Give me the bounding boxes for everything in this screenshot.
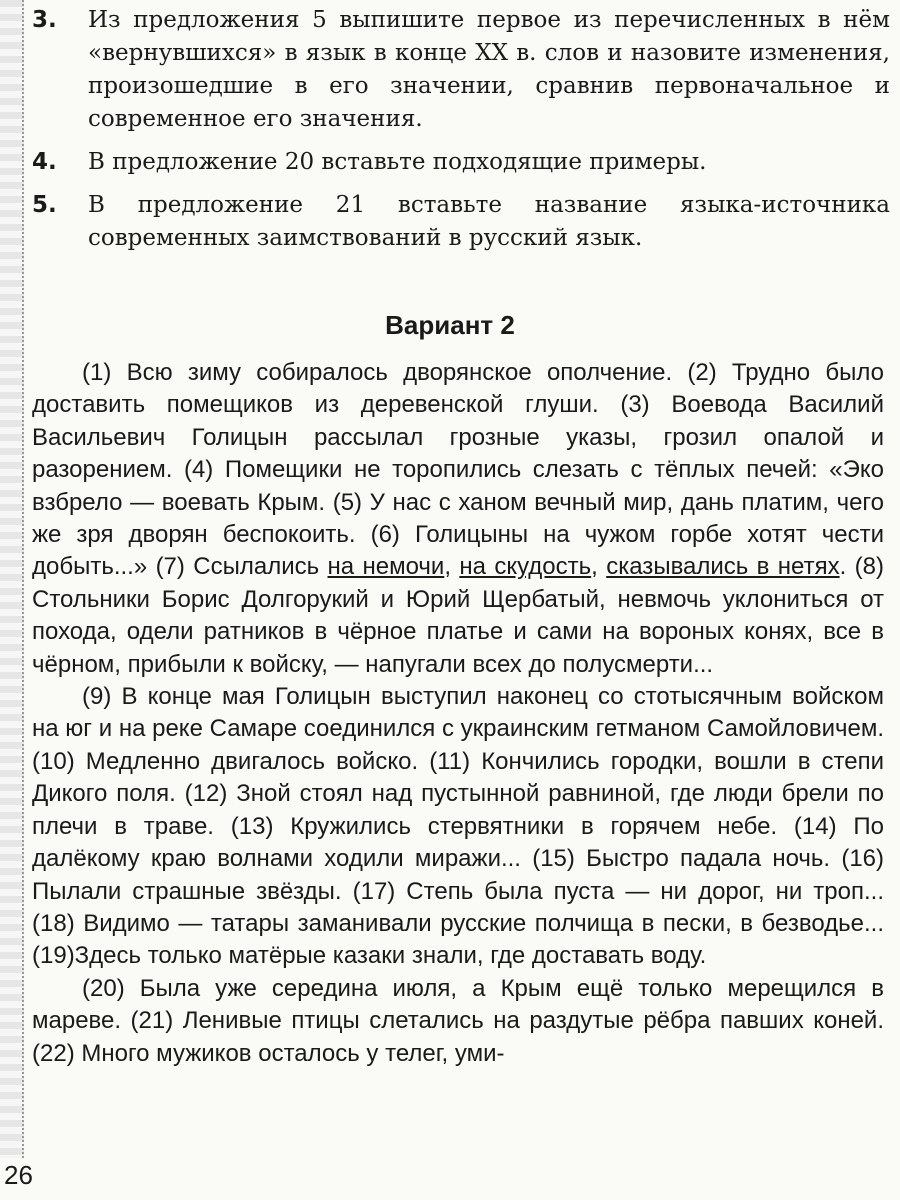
task-item [32, 146, 890, 179]
paragraph-text: . (8) Стольники Борис Долгорукий и Юрий Щербатый, невмочь уклониться от похода, одели ратников в чёрное платье и сами на вороных конях, все в чёрном, прибыли к войску, — напугали всех до полусмерти... [32, 553, 884, 678]
underlined-phrase: на немочи [327, 553, 445, 581]
paragraph: (20) Была уже середина июля, а Крым ещё только мерещился в мареве. (21) Ленивые птицы слетались на раздутые рёбра павших коней. (22) Много мужиков осталось у телег, уми- [32, 974, 884, 1067]
paragraph [32, 357, 884, 681]
paragraph-text: (1) Всю зиму собиралось дворянское ополчение. (2) Трудно было доставить помещиков из деревенской глуши. (3) Воевода Василий Васильевич Голицын рассылал грозные указы, грозил опалой и разорением. (4) Помещики не торопились слезать с тёплых печей: «Эко взбрело — воевать Крым. (5) У нас с ханом вечный мир, дань платим, чего же зря дворян беспокоить. (6) Голицыны на чужом горбе хотят чести добыть...» (7) Ссылались [32, 359, 884, 581]
task-number: 4. [32, 149, 57, 175]
underlined-phrase: сказывались в нетях [606, 553, 840, 581]
task-number: 3. [32, 7, 57, 33]
reading-text [32, 357, 884, 1070]
separator: , [591, 553, 607, 581]
task-text: В предложение 20 вставьте подходящие примеры. [88, 149, 707, 175]
task-list [32, 4, 890, 265]
task-item [32, 4, 890, 136]
task-text: В предложение 21 вставьте название языка-источника современных заимствований в русский язык. [88, 192, 890, 251]
variant-title: Вариант 2 [385, 310, 515, 340]
underlined-phrase: на скудость [459, 553, 592, 581]
page-number: 26 [4, 1160, 33, 1190]
separator: , [444, 553, 460, 581]
decorative-margin [0, 0, 24, 1158]
task-text: Из предложения 5 выпишите первое из перечисленных в нём «вернувшихся» в язык в конце XX в. слов и назовите изменения, произошедшие в его значении, сравнив первоначальное и современное его значения. [88, 7, 890, 132]
task-number: 5. [32, 192, 57, 218]
task-item [32, 189, 890, 255]
paragraph: (9) В конце мая Голицын выступил наконец со стотысячным войском на юг и на реке Самаре соединился с украинским гетманом Самойловичем. (10) Медленно двигалось войско. (11) Кончились городки, вошли в степи Дикого поля. (12) Зной стоял над пустынной равниной, где люди брели по плечи в траве. (13) Кружились стервятники в горячем небе. (14) По далёкому краю волнами ходили миражи... (15) Быстро падала ночь. (16) Пылали страшные звёзды. (17) Степь была пуста — ни дорог, ни троп... (18) Видимо — татары заманивали русские полчища в пески, в безводье... (19)Здесь только матёрые казаки знали, где доставать воду. [32, 683, 884, 970]
